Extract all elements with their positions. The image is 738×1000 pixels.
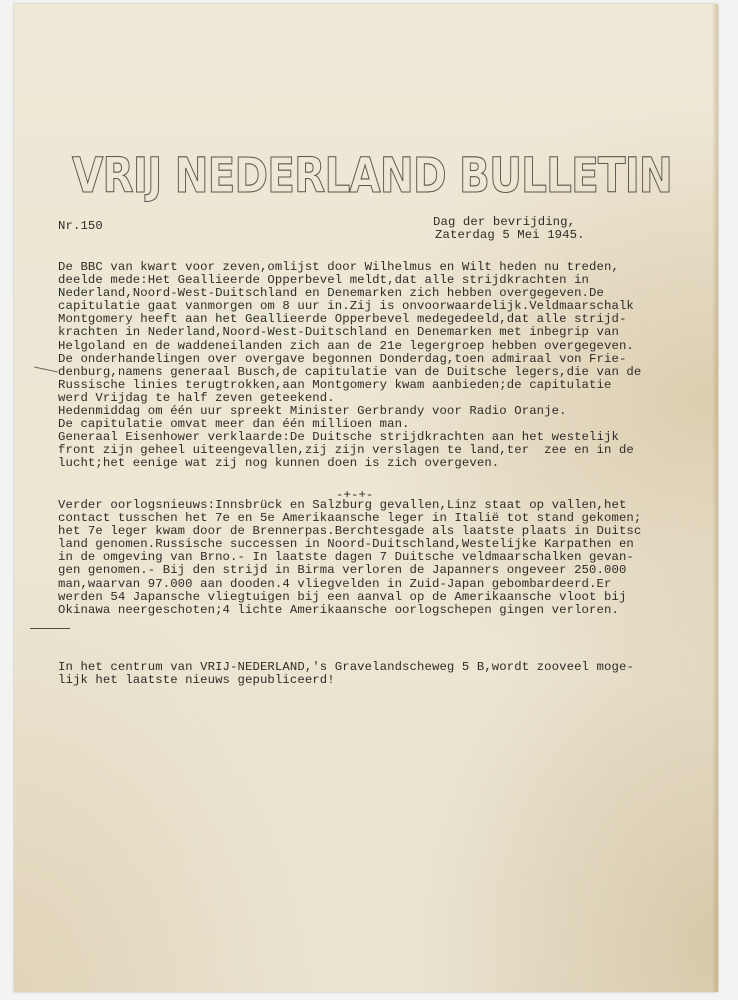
text-line: De onderhandelingen over overgave begonnen Donderdag,toen admiraal von Frie- [58,351,627,366]
text-line: Russische linies terugtrokken,aan Montgomery kwam aanbieden;de capitulatie [58,377,612,392]
text-line: Generaal Eisenhower verklaarde:De Duitsche strijdkrachten aan het westelijk [58,430,619,445]
text-line: gen genomen.- Bij den strijd in Birma verloren de Japanners ongeveer 250.000 [58,563,627,578]
dateline [433,216,585,242]
margin-mark [34,367,58,373]
text-line: land genomen.Russische successen in Noord-Duitschland,Westelijke Karpathen en [58,537,634,552]
text-line: De BBC van kwart voor zeven,omlijst door Wilhelmus en Wilt heden nu treden, [58,260,619,274]
paper-edge-stain [712,4,718,992]
text-line: Verder oorlogsnieuws:Innsbrück en Salzburg gevallen,Linz staat op vallen,het [58,498,627,512]
text-line: lucht;het eenige wat zij nog kunnen doen is zich overgeven. [58,456,500,471]
section-divider: -+-+- [336,488,374,502]
text-line: werd Vrijdag te half zeven geteekend. [58,390,335,405]
masthead-logo [72,144,672,204]
text-line: Hedenmiddag om één uur spreekt Minister Gerbrandy voor Radio Oranje. [58,404,567,419]
paragraph-capitulation [58,261,738,471]
bulletin-sheet [14,4,718,992]
text-line: in de omgeving van Brno.- In laatste dagen 7 Duitsche veldmaarschalken gevan- [58,550,634,565]
text-line: man,waarvan 97.000 aan dooden.4 vliegvelden in Zuid-Japan gebombardeerd.Er [58,576,612,591]
text-line: lijk het laatste nieuws gepubliceerd! [58,673,335,688]
paragraph-notice [58,661,738,687]
text-line: De capitulatie omvat meer dan één millioen man. [58,417,410,432]
text-line: Helgoland en de waddeneilanden zich aan de 21e legergroep hebben overgegeven. [58,338,634,353]
masthead-title: VRIJ NEDERLAND BULLETIN [72,148,672,204]
issue-number: Nr.150 [58,219,103,233]
text-line: In het centrum van VRIJ-NEDERLAND,'s Gravelandscheweg 5 B,wordt zooveel moge- [58,660,634,674]
text-line: werden 54 Japansche vliegtuigen bij een aanval op de Amerikaansche vloot bij [58,589,627,604]
text-line: Montgomery heeft aan het Geallieerde Opperbevel medegedeeld,dat alle strijd- [58,312,627,327]
text-line: capitulatie gaat vanmorgen om 8 uur in.Zij is onvoorwaardelijk.Veldmaarschalk [58,299,634,314]
text-line: contact tusschen het 7e en 5e Amerikaansche leger in Italië tot stand gekomen; [58,511,642,526]
text-line: Nederland,Noord-West-Duitschland en Denemarken zich hebben overgegeven.De [58,286,604,301]
text-line: krachten in Nederland,Noord-West-Duitschland en Denemarken met inbegrip van [58,325,619,340]
dateline-date: Zaterdag 5 Mei 1945. [435,228,585,243]
dateline-day: Dag der bevrijding, [433,215,576,229]
text-line: denburg,namens generaal Busch,de capitulatie van de Duitsche legers,die van de [58,364,642,379]
text-line: deelde mede:Het Geallieerde Opperbevel meldt,dat alle strijdkrachten in [58,273,590,288]
masthead [72,144,672,204]
margin-strike-mark [30,628,70,629]
text-line: Okinawa neergeschoten;4 lichte Amerikaansche oorlogschepen gingen verloren. [58,602,619,617]
text-line: front zijn geheel uiteengevallen,zij zijn verslagen te land,ter zee en in de [58,443,634,458]
paragraph-war-news [58,499,738,617]
text-line: het 7e leger kwam door de Brennerpas.Berchtesgade als laatste plaats in Duitsc [58,524,642,539]
